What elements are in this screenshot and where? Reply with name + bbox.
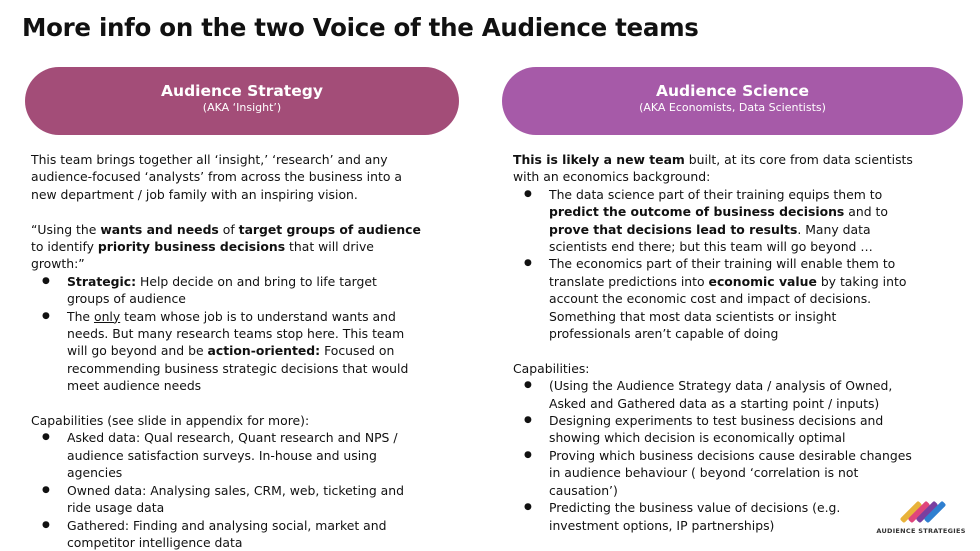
quote-bold-target-groups: target groups of audience	[239, 222, 421, 237]
audience-science-header	[502, 67, 963, 135]
list-item: ● Gathered: Finding and analysing social, market and competitor intelligence data	[31, 517, 423, 551]
bullet-bold: Strategic:	[67, 274, 136, 289]
audience-science-column	[513, 151, 913, 534]
list-item	[31, 273, 423, 308]
bullet-bold: action-oriented:	[208, 343, 321, 358]
bullet-bold: prove that decisions lead to results	[549, 222, 797, 237]
list-item	[513, 186, 913, 256]
science-intro	[513, 151, 913, 186]
quote-text: of	[219, 222, 239, 237]
bullet-text: The economics part of their training will enable them to translate predictions into	[549, 256, 895, 288]
strategy-capabilities-list	[31, 429, 423, 551]
bullet-text: Help decide on and bring to life target groups of audience	[67, 274, 377, 306]
audience-strategy-subtitle: (AKA ‘Insight’)	[25, 101, 459, 115]
bullet-bold: predict the outcome of business decisions	[549, 204, 844, 219]
audience-science-title: Audience Science	[502, 81, 963, 101]
bullet-text: The	[67, 309, 94, 324]
bullet-text: and to	[844, 204, 888, 219]
bullet-text: The data science part of their training equips them to	[549, 187, 882, 202]
audience-strategy-header	[25, 67, 459, 135]
audience-strategy-title: Audience Strategy	[25, 81, 459, 101]
intro-bold: This is likely a new team	[513, 152, 685, 167]
intro-text: built, at its core from data scientists with an economics background:	[513, 152, 913, 184]
quote-bold-wants-needs: wants and needs	[100, 222, 218, 237]
list-item: ● Owned data: Analysing sales, CRM, web, ticketing and ride usage data	[31, 482, 423, 517]
bullet-underline: only	[94, 309, 120, 324]
list-item: ● Proving which business decisions cause desirable changes in audience behaviour ( beyond ‘correlation is not causation’)	[513, 447, 913, 499]
bullet-text: Focused on recommending business strategic decisions that would meet audience needs	[67, 343, 408, 393]
logo-mark-icon	[872, 497, 970, 527]
list-item: ● (Using the Audience Strategy data / analysis of Owned, Asked and Gathered data as a starting point / inputs)	[513, 377, 913, 412]
bullet-text: team whose job is to understand wants and needs. But many research teams stop here. This team will go beyond and be	[67, 309, 404, 359]
quote-text: that will drive growth:”	[31, 239, 374, 271]
page-title: More info on the two Voice of the Audience teams	[22, 13, 699, 42]
list-item	[513, 255, 913, 342]
bullet-text: by taking into account the economic cost and impact of decisions. Something that most data scientists or insight professionals aren’t capable of doing	[549, 274, 906, 341]
list-item: ● Designing experiments to test business decisions and showing which decision is economically optimal	[513, 412, 913, 447]
bullet-text: . Many data scientists end there; but this team will go beyond …	[549, 222, 873, 254]
strategy-bullets	[31, 273, 423, 395]
science-bullets	[513, 186, 913, 343]
logo-text: AUDIENCE STRATEGIES	[872, 527, 970, 535]
bullet-bold: economic value	[709, 274, 817, 289]
strategy-quote	[31, 221, 423, 273]
quote-text: “Using the	[31, 222, 100, 237]
quote-text: to identify	[31, 239, 98, 254]
science-capabilities-heading: Capabilities:	[513, 360, 913, 377]
audience-strategies-logo	[872, 497, 970, 537]
audience-science-subtitle: (AKA Economists, Data Scientists)	[502, 101, 963, 115]
strategy-capabilities-heading: Capabilities (see slide in appendix for more):	[31, 412, 423, 429]
science-capabilities-list	[513, 377, 913, 534]
list-item: ● Predicting the business value of decisions (e.g. investment options, IP partnerships)	[513, 499, 913, 534]
list-item	[31, 308, 423, 395]
list-item: ● Asked data: Qual research, Quant research and NPS / audience satisfaction surveys. In-house and using agencies	[31, 429, 423, 481]
strategy-intro: This team brings together all ‘insight,’ ‘research’ and any audience-focused ‘analysts’ from across the business into a new department / job family with an inspiring vision.	[31, 151, 423, 203]
quote-bold-priority-decisions: priority business decisions	[98, 239, 285, 254]
audience-strategy-column	[31, 151, 423, 551]
